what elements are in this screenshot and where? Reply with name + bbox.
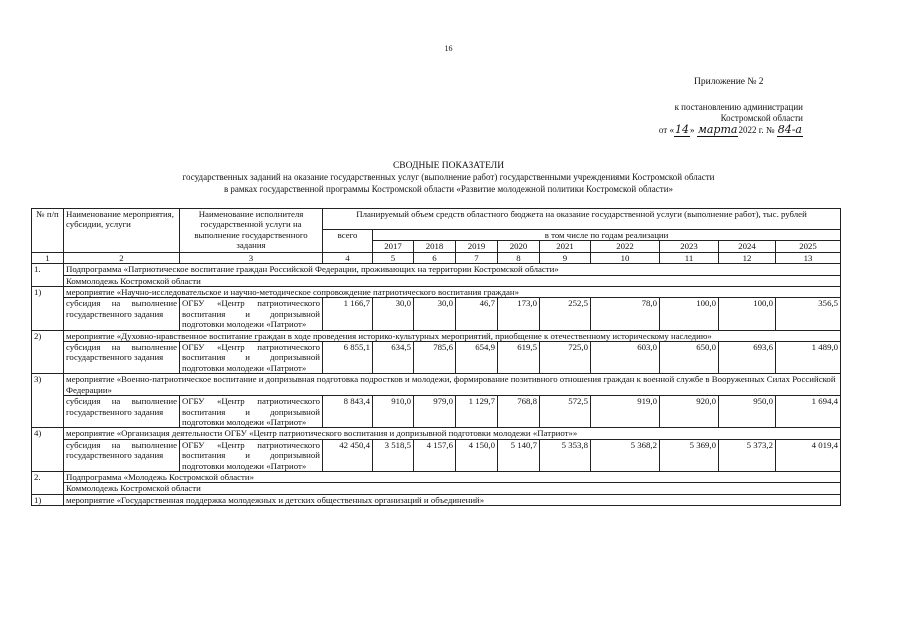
value-cell: 356,5 bbox=[776, 298, 841, 330]
executor-name: ОГБУ «Центр патриотического воспитания и допризывной подготовки молодежи «Патриот» bbox=[180, 298, 323, 330]
appendix-title: Приложение № 2 bbox=[694, 77, 764, 87]
decree-line-1: к постановлению администрации bbox=[674, 102, 803, 112]
date-year: 2022 г. № bbox=[738, 125, 775, 135]
col-number: 8 bbox=[498, 252, 540, 263]
value-cell: 910,0 bbox=[373, 396, 414, 428]
executor-name: ОГБУ «Центр патриотического воспитания и допризывной подготовки молодежи «Патриот» bbox=[180, 439, 323, 471]
value-cell: 4 019,4 bbox=[776, 439, 841, 471]
subsidy-row bbox=[32, 439, 841, 471]
row-num: 2) bbox=[32, 330, 64, 374]
year-cell: 2024 bbox=[719, 241, 776, 252]
agency-row bbox=[32, 275, 841, 286]
header-row-1 bbox=[32, 209, 841, 230]
row-num: 4) bbox=[32, 428, 64, 472]
value-cell: 5 368,2 bbox=[591, 439, 660, 471]
value-cell: 5 369,0 bbox=[660, 439, 719, 471]
value-cell: 654,9 bbox=[456, 342, 498, 374]
col-number: 4 bbox=[323, 252, 373, 263]
subsidy-label: субсидия на выполнение государственного задания bbox=[64, 298, 180, 330]
subsidy-label: субсидия на выполнение государственного задания bbox=[64, 342, 180, 374]
value-cell: 768,8 bbox=[498, 396, 540, 428]
col-number: 2 bbox=[64, 252, 180, 263]
document-title: СВОДНЫЕ ПОКАЗАТЕЛИ bbox=[392, 161, 505, 171]
col-number: 3 bbox=[180, 252, 323, 263]
agency-name: Коммолодежь Костромской области bbox=[64, 483, 841, 494]
value-cell: 1 489,0 bbox=[776, 342, 841, 374]
decree-number: 84-а bbox=[777, 123, 802, 136]
value-total: 6 855,1 bbox=[323, 342, 373, 374]
page-number: 16 bbox=[444, 44, 453, 53]
row-num: 1. bbox=[32, 264, 64, 287]
value-cell: 619,5 bbox=[498, 342, 540, 374]
indicators-table bbox=[31, 208, 841, 506]
date-month: марта bbox=[697, 123, 738, 136]
row-num: 1) bbox=[32, 287, 64, 331]
subsidy-label: субсидия на выполнение государственного задания bbox=[64, 396, 180, 428]
value-cell: 4 157,6 bbox=[414, 439, 456, 471]
col-number: 1 bbox=[32, 252, 64, 263]
subprogram-row bbox=[32, 471, 841, 482]
header-plan: Планируемый объем средств областного бюджета на оказание государственной услуги (выполнение работ), тыс. рублей bbox=[323, 209, 841, 230]
value-total: 8 843,4 bbox=[323, 396, 373, 428]
header-executor: Наименование исполнителя государственной услуги на выполнение государственного задания bbox=[180, 209, 323, 253]
event-row bbox=[32, 287, 841, 298]
event-title: мероприятие «Военно-патриотическое воспитание и допризывная подготовка подростков и молодежи, формирование позитивного отношения граждан к военной службе в Вооруженных Силах Российской Федерации» bbox=[64, 374, 841, 396]
event-title: мероприятие «Организация деятельности ОГБУ «Центр патриотического воспитания и допризывной подготовки молодежи «Патриот»» bbox=[64, 428, 841, 439]
col-number: 7 bbox=[456, 252, 498, 263]
date-prefix: от « bbox=[658, 125, 674, 135]
col-number: 13 bbox=[776, 252, 841, 263]
year-cell: 2017 bbox=[373, 241, 414, 252]
row-num: 2. bbox=[32, 471, 64, 494]
event-row bbox=[32, 428, 841, 439]
event-row bbox=[32, 494, 841, 505]
value-cell: 30,0 bbox=[414, 298, 456, 330]
subprogram-title: Подпрограмма «Молодежь Костромской области» bbox=[64, 471, 841, 482]
decree-date bbox=[520, 124, 803, 136]
value-cell: 693,6 bbox=[719, 342, 776, 374]
subsidy-row bbox=[32, 396, 841, 428]
subprogram-row bbox=[32, 264, 841, 275]
value-cell: 1 694,4 bbox=[776, 396, 841, 428]
value-cell: 5 353,8 bbox=[540, 439, 591, 471]
agency-row bbox=[32, 483, 841, 494]
col-number: 5 bbox=[373, 252, 414, 263]
value-cell: 725,0 bbox=[540, 342, 591, 374]
col-number: 10 bbox=[591, 252, 660, 263]
event-row bbox=[32, 374, 841, 396]
value-cell: 4 150,0 bbox=[456, 439, 498, 471]
value-cell: 1 129,7 bbox=[456, 396, 498, 428]
year-cell: 2018 bbox=[414, 241, 456, 252]
year-cell: 2020 bbox=[498, 241, 540, 252]
value-total: 1 166,7 bbox=[323, 298, 373, 330]
value-cell: 919,0 bbox=[591, 396, 660, 428]
event-title: мероприятие «Научно-исследовательское и научно-методическое сопровождение патриотического воспитания граждан» bbox=[64, 287, 841, 298]
year-cell: 2023 bbox=[660, 241, 719, 252]
year-cell: 2025 bbox=[776, 241, 841, 252]
date-day: 14 bbox=[674, 123, 689, 136]
decree-line-2: Костромской области bbox=[720, 113, 803, 123]
row-num: 3) bbox=[32, 374, 64, 428]
value-cell: 572,5 bbox=[540, 396, 591, 428]
col-number: 11 bbox=[660, 252, 719, 263]
column-numbers-row bbox=[32, 252, 841, 263]
value-cell: 979,0 bbox=[414, 396, 456, 428]
year-cell: 2022 bbox=[591, 241, 660, 252]
value-cell: 5 373,2 bbox=[719, 439, 776, 471]
date-mid: » bbox=[689, 125, 695, 135]
value-cell: 950,0 bbox=[719, 396, 776, 428]
value-total: 42 450,4 bbox=[323, 439, 373, 471]
subsidy-label: субсидия на выполнение государственного задания bbox=[64, 439, 180, 471]
decree-reference bbox=[520, 102, 803, 136]
value-cell: 46,7 bbox=[456, 298, 498, 330]
year-cell: 2019 bbox=[456, 241, 498, 252]
header-num: № п/п bbox=[32, 209, 64, 253]
executor-name: ОГБУ «Центр патриотического воспитания и допризывной подготовки молодежи «Патриот» bbox=[180, 342, 323, 374]
value-cell: 100,0 bbox=[660, 298, 719, 330]
subsidy-row bbox=[32, 342, 841, 374]
col-number: 9 bbox=[540, 252, 591, 263]
value-cell: 3 518,5 bbox=[373, 439, 414, 471]
row-num: 1) bbox=[32, 494, 64, 505]
value-cell: 650,0 bbox=[660, 342, 719, 374]
col-number: 6 bbox=[414, 252, 456, 263]
value-cell: 634,5 bbox=[373, 342, 414, 374]
value-cell: 252,5 bbox=[540, 298, 591, 330]
value-cell: 603,0 bbox=[591, 342, 660, 374]
event-row bbox=[32, 330, 841, 341]
header-total: всего bbox=[323, 230, 373, 253]
document-subtitle-2: в рамках государственной программы Костромской области «Развитие молодежной политики Костромской области» bbox=[223, 184, 674, 194]
year-cell: 2021 bbox=[540, 241, 591, 252]
value-cell: 78,0 bbox=[591, 298, 660, 330]
executor-name: ОГБУ «Центр патриотического воспитания и допризывной подготовки молодежи «Патриот» bbox=[180, 396, 323, 428]
subsidy-row bbox=[32, 298, 841, 330]
subprogram-title: Подпрограмма «Патриотическое воспитание граждан Российской Федерации, проживающих на территории Костромской области» bbox=[64, 264, 841, 275]
value-cell: 30,0 bbox=[373, 298, 414, 330]
col-number: 12 bbox=[719, 252, 776, 263]
value-cell: 100,0 bbox=[719, 298, 776, 330]
event-title: мероприятие «Духовно-нравственное воспитание граждан в ходе проведения историко-культурных мероприятий, приобщение к отечественному историческому наследию» bbox=[64, 330, 841, 341]
event-title: мероприятие «Государственная поддержка молодежных и детских общественных организаций и объединений» bbox=[64, 494, 841, 505]
value-cell: 785,6 bbox=[414, 342, 456, 374]
value-cell: 173,0 bbox=[498, 298, 540, 330]
value-cell: 920,0 bbox=[660, 396, 719, 428]
agency-name: Коммолодежь Костромской области bbox=[64, 275, 841, 286]
header-years-caption: в том числе по годам реализации bbox=[373, 230, 841, 241]
document-subtitle-1: государственных заданий на оказание государственных услуг (выполнение работ) государственными учреждениями Костромской области bbox=[182, 172, 715, 182]
header-name: Наименование мероприятия, субсидии, услуги bbox=[64, 209, 180, 253]
value-cell: 5 140,7 bbox=[498, 439, 540, 471]
